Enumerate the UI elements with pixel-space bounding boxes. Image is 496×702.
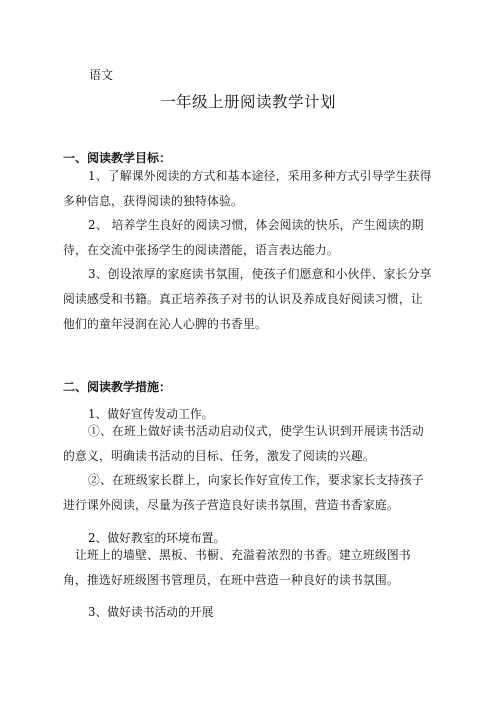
goal-item-3: 3、创设浓厚的家庭读书氛围，使孩子们愿意和小伙伴、家长分享阅读感受和书籍。真正培养孩子对书的认识及养成良好阅读习惯，让他们的童年浸润在沁人心脾的书香里。 bbox=[63, 267, 432, 331]
section-heading-measures: 二、阅读教学措施： bbox=[63, 380, 172, 394]
measure-item-2-text: 让班上的墙壁、黑板、书橱、充溢着浓烈的书香。建立班级图书角，推选好班级图书管理员，在班中营造一种良好的读书氛围。 bbox=[63, 548, 411, 587]
subject-label: 语文 bbox=[89, 68, 114, 82]
measure-item-1: 1、做好宣传发动工作。 bbox=[88, 407, 214, 421]
measure-item-2: 2、做好教室的环境布置。 bbox=[88, 531, 226, 545]
measure-item-1b: ②、在班级家长群上，向家长作好宣传工作，要求家长支持孩子进行课外阅读，尽量为孩子营造良好读书氛围，营造书香家庭。 bbox=[63, 473, 424, 512]
measure-item-1a: ①、在班上做好读书活动启动仪式，使学生认识到开展读书活动的意义，明确读书活动的目标、任务，激发了阅读的兴趣。 bbox=[63, 424, 424, 463]
goal-item-2: 2、 培养学生良好的阅读习惯，体会阅读的快乐，产生阅读的期待，在交流中张扬学生的阅读潜能，语言表达能力。 bbox=[63, 218, 424, 257]
section-heading-goals: 一、阅读教学目标： bbox=[63, 151, 172, 165]
goal-item-1: 1、了解课外阅读的方式和基本途径，采用多种方式引导学生获得多种信息，获得阅读的独特体验。 bbox=[63, 169, 432, 208]
measure-item-3: 3、做好读书活动的开展 bbox=[88, 605, 214, 619]
document-title: 一年级上册阅读教学计划 bbox=[159, 93, 336, 111]
